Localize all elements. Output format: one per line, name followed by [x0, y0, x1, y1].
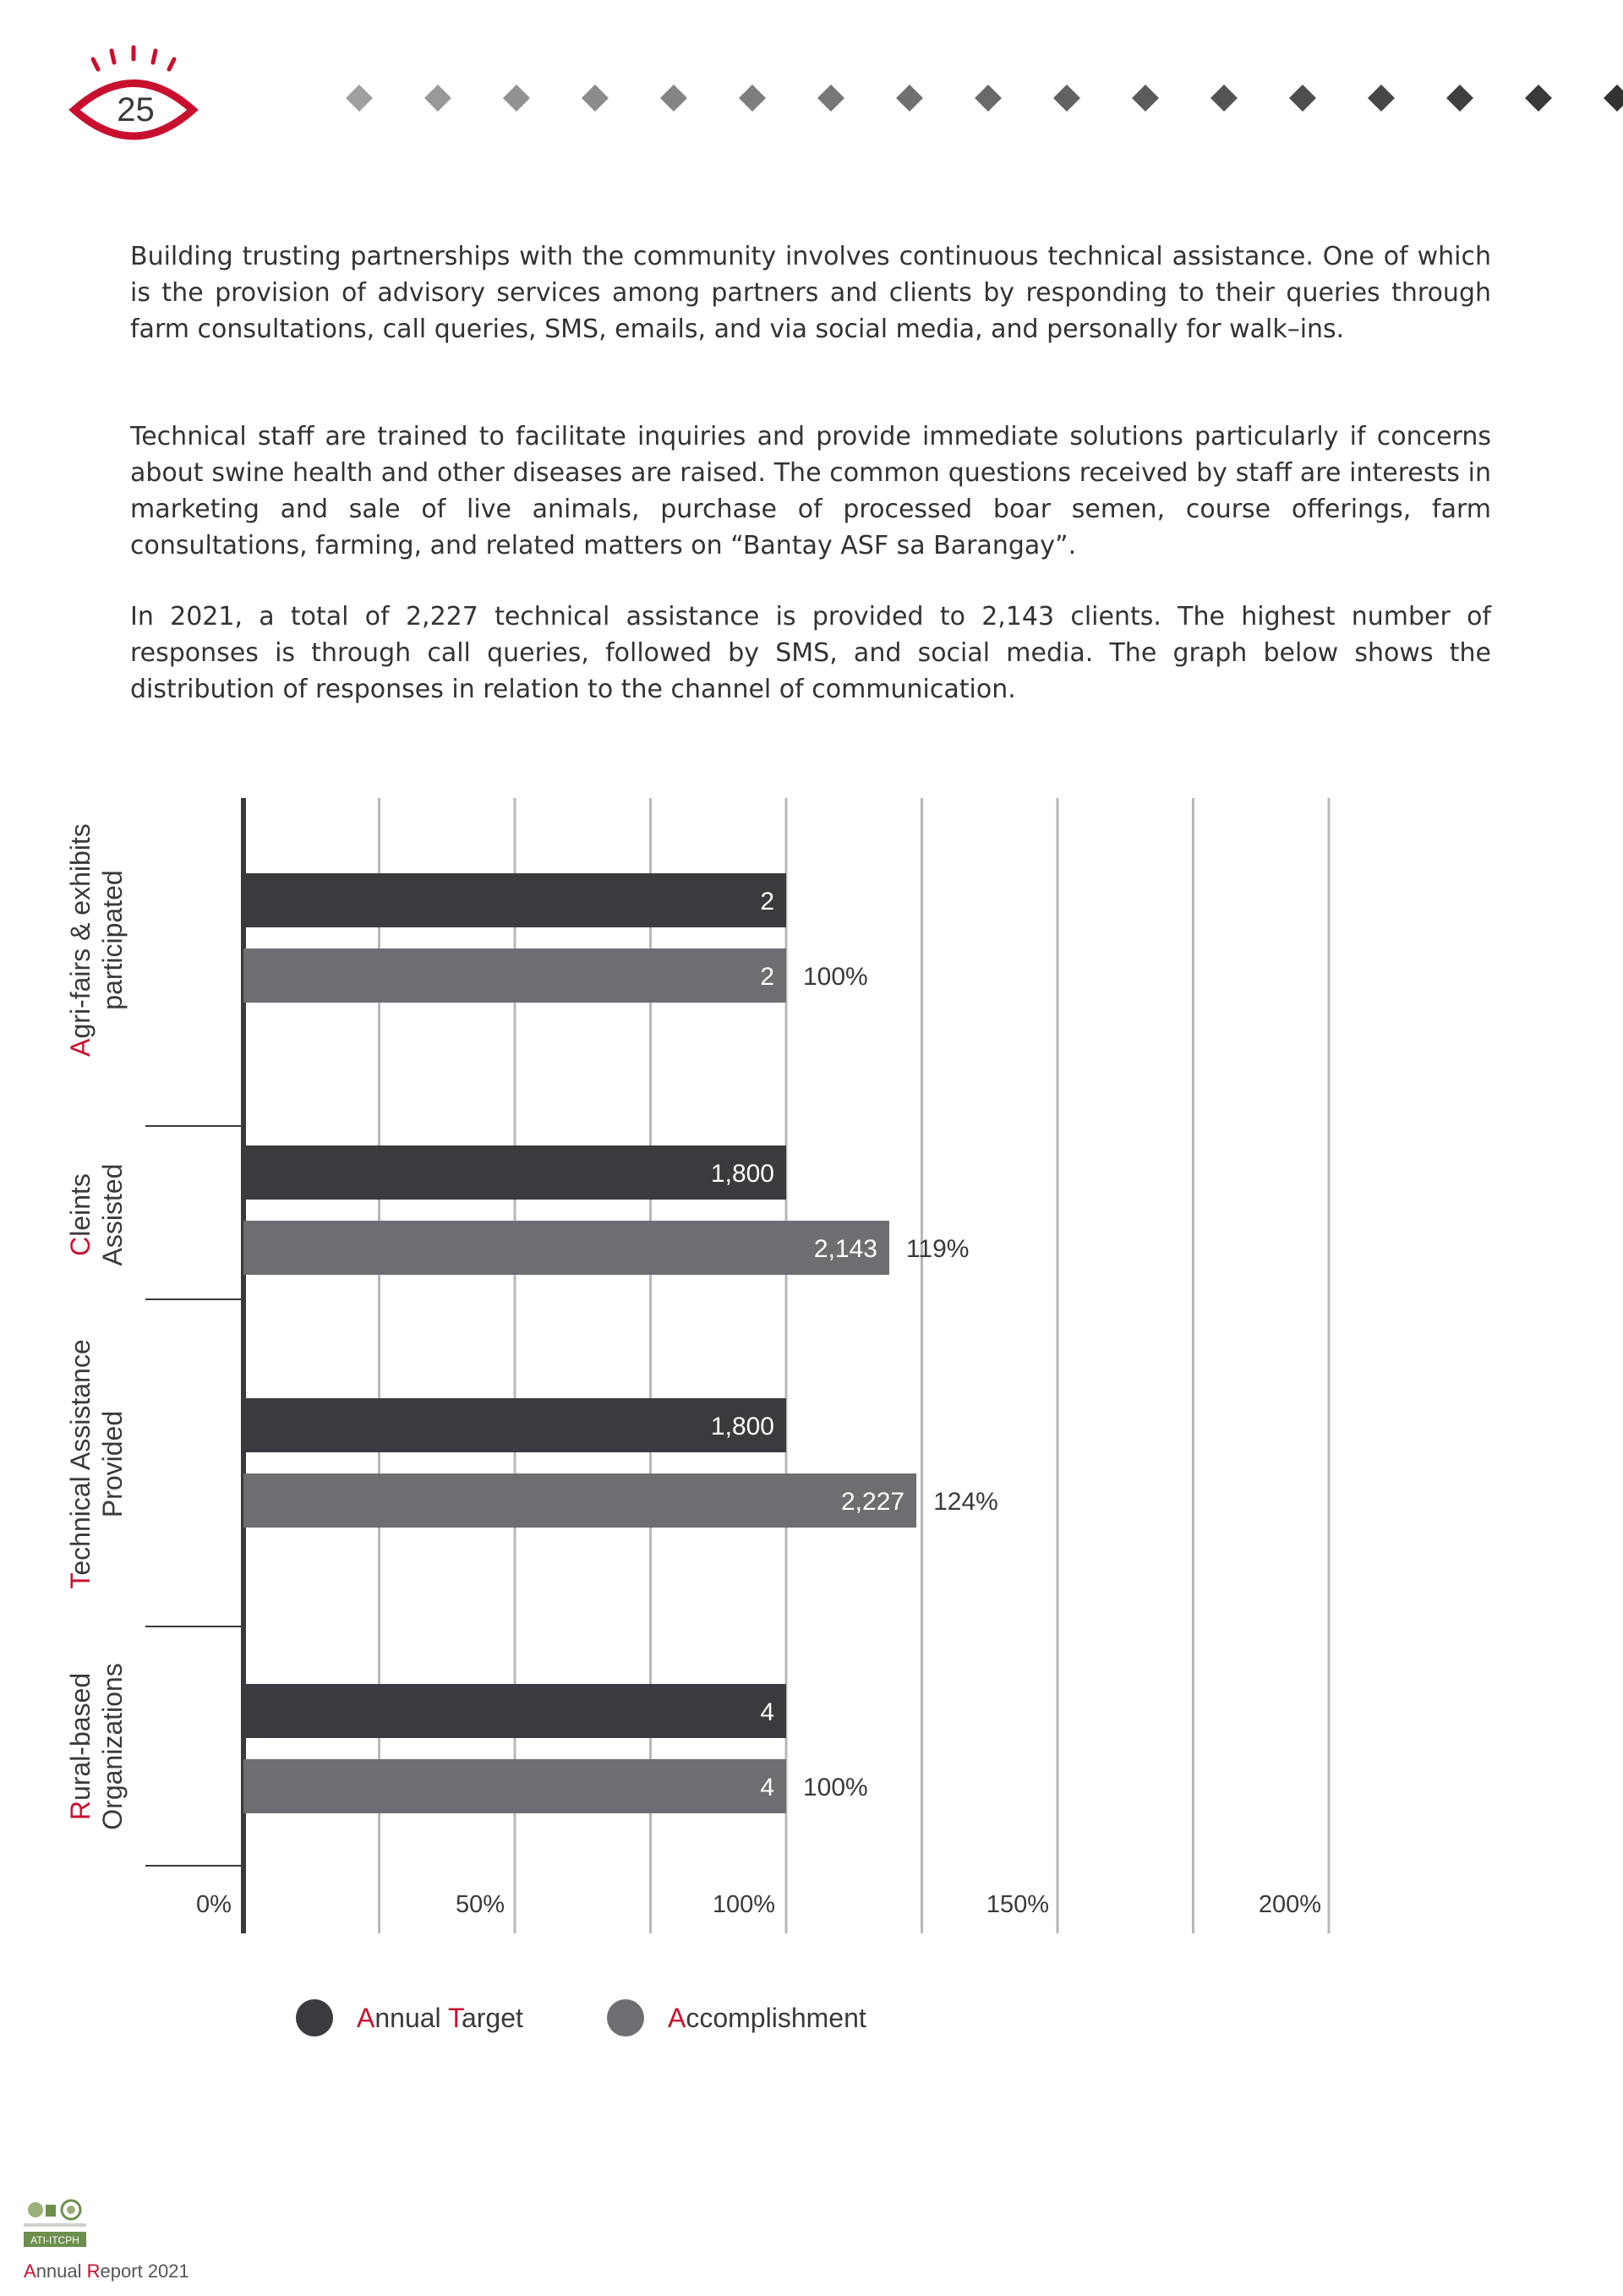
accomplishment-bar	[243, 1759, 786, 1813]
category-label-technical-assistance: Technical Assistance Provided	[65, 1339, 128, 1589]
decorative-diamond-row	[334, 81, 1623, 115]
x-tick-label: 150%	[986, 1891, 1050, 1918]
diamond-icon	[1446, 85, 1473, 112]
legend-annual-target: Annual Target	[296, 1999, 523, 2036]
legend-swatch-target	[296, 1999, 333, 2036]
ati-itcph-logo-icon	[22, 2198, 88, 2257]
diamond-icon	[817, 85, 844, 112]
target-bar	[243, 1145, 786, 1200]
category-label-rural-based-orgs: Rural-based Organizations	[65, 1663, 128, 1830]
svg-text:ATI-ITCPH: ATI-ITCPH	[30, 2234, 79, 2246]
diamond-icon	[660, 85, 687, 112]
diamond-icon	[346, 85, 373, 112]
diamond-icon	[1604, 85, 1623, 112]
accomplishment-bar	[243, 1473, 916, 1528]
accomplishment-bar-value-label: 2	[760, 963, 774, 991]
page-number: 25	[117, 91, 155, 128]
target-bar	[243, 873, 786, 927]
diamond-icon	[424, 85, 451, 112]
diamond-icon	[582, 85, 609, 112]
legend-swatch-accomplishment	[607, 1999, 644, 2036]
footer-report-title: Annual Report 2021	[24, 2260, 189, 2282]
x-tick-label: 0%	[196, 1891, 232, 1918]
target-bar-value-label: 1,800	[710, 1413, 774, 1440]
diamond-icon	[739, 85, 766, 112]
diamond-icon	[503, 85, 530, 112]
accomplishment-bar-value-label: 2,227	[841, 1488, 905, 1516]
legend-accomplishment: Accomplishment	[607, 1999, 866, 2036]
x-tick-label: 100%	[712, 1891, 776, 1918]
target-bar-value-label: 1,800	[710, 1160, 774, 1188]
accomplishment-bar	[243, 948, 786, 1003]
diamond-icon	[1289, 85, 1316, 112]
accomplishment-percent-label: 124%	[933, 1488, 998, 1516]
target-bar-value-label: 4	[760, 1698, 774, 1726]
diamond-icon	[1132, 85, 1159, 112]
accomplishment-percent-label: 119%	[905, 1235, 970, 1263]
category-label-clients-assisted: Cleints Assisted	[65, 1163, 128, 1266]
target-bar	[243, 1684, 786, 1738]
accomplishment-bar	[243, 1221, 889, 1275]
intro-paragraph: Building trusting partnerships with the community involves continuous technical assistance. One of which is the provision of advisory services among partners and clients by responding to their queries through farm consultations, call queries, SMS, emails, and via social media, and personally for walk–ins.	[130, 242, 1491, 344]
accomplishment-percent-label: 100%	[803, 1774, 868, 1801]
diamond-icon	[1525, 85, 1552, 112]
accomplishment-bar-value-label: 4	[760, 1774, 774, 1801]
diamond-icon	[975, 85, 1002, 112]
x-tick-label: 200%	[1258, 1891, 1322, 1918]
accomplishment-bar-value-label: 2,143	[813, 1235, 877, 1263]
diamond-icon	[1210, 85, 1238, 112]
accomplishment-percent-label: 100%	[803, 963, 868, 991]
category-label-agri-fairs: Agri-fairs & exhibits participated	[65, 823, 128, 1057]
target-bar	[243, 1398, 786, 1452]
summary-paragraph: In 2021, a total of 2,227 technical assistance is provided to 2,143 clients. The highest number of responses is through call queries, followed by SMS, and social media. The graph below shows the distribution of responses in relation to the channel of communication.	[130, 602, 1491, 704]
technical-assistance-chart	[0, 786, 1623, 1953]
x-tick-label: 50%	[455, 1891, 505, 1918]
diamond-icon	[1368, 85, 1395, 112]
diamond-icon	[1053, 85, 1080, 112]
target-bar-value-label: 2	[760, 888, 774, 916]
diamond-icon	[896, 85, 923, 112]
staff-paragraph: Technical staff are trained to facilitate inquiries and provide immediate solutions particularly if concerns about swine health and other diseases are raised. The common questions received by staff are interests in marketing and sale of live animals, purchase of processed boar semen, course offerings, farm consultations, farming, and related matters on “Bantay ASF sa Barangay”.	[130, 422, 1491, 560]
